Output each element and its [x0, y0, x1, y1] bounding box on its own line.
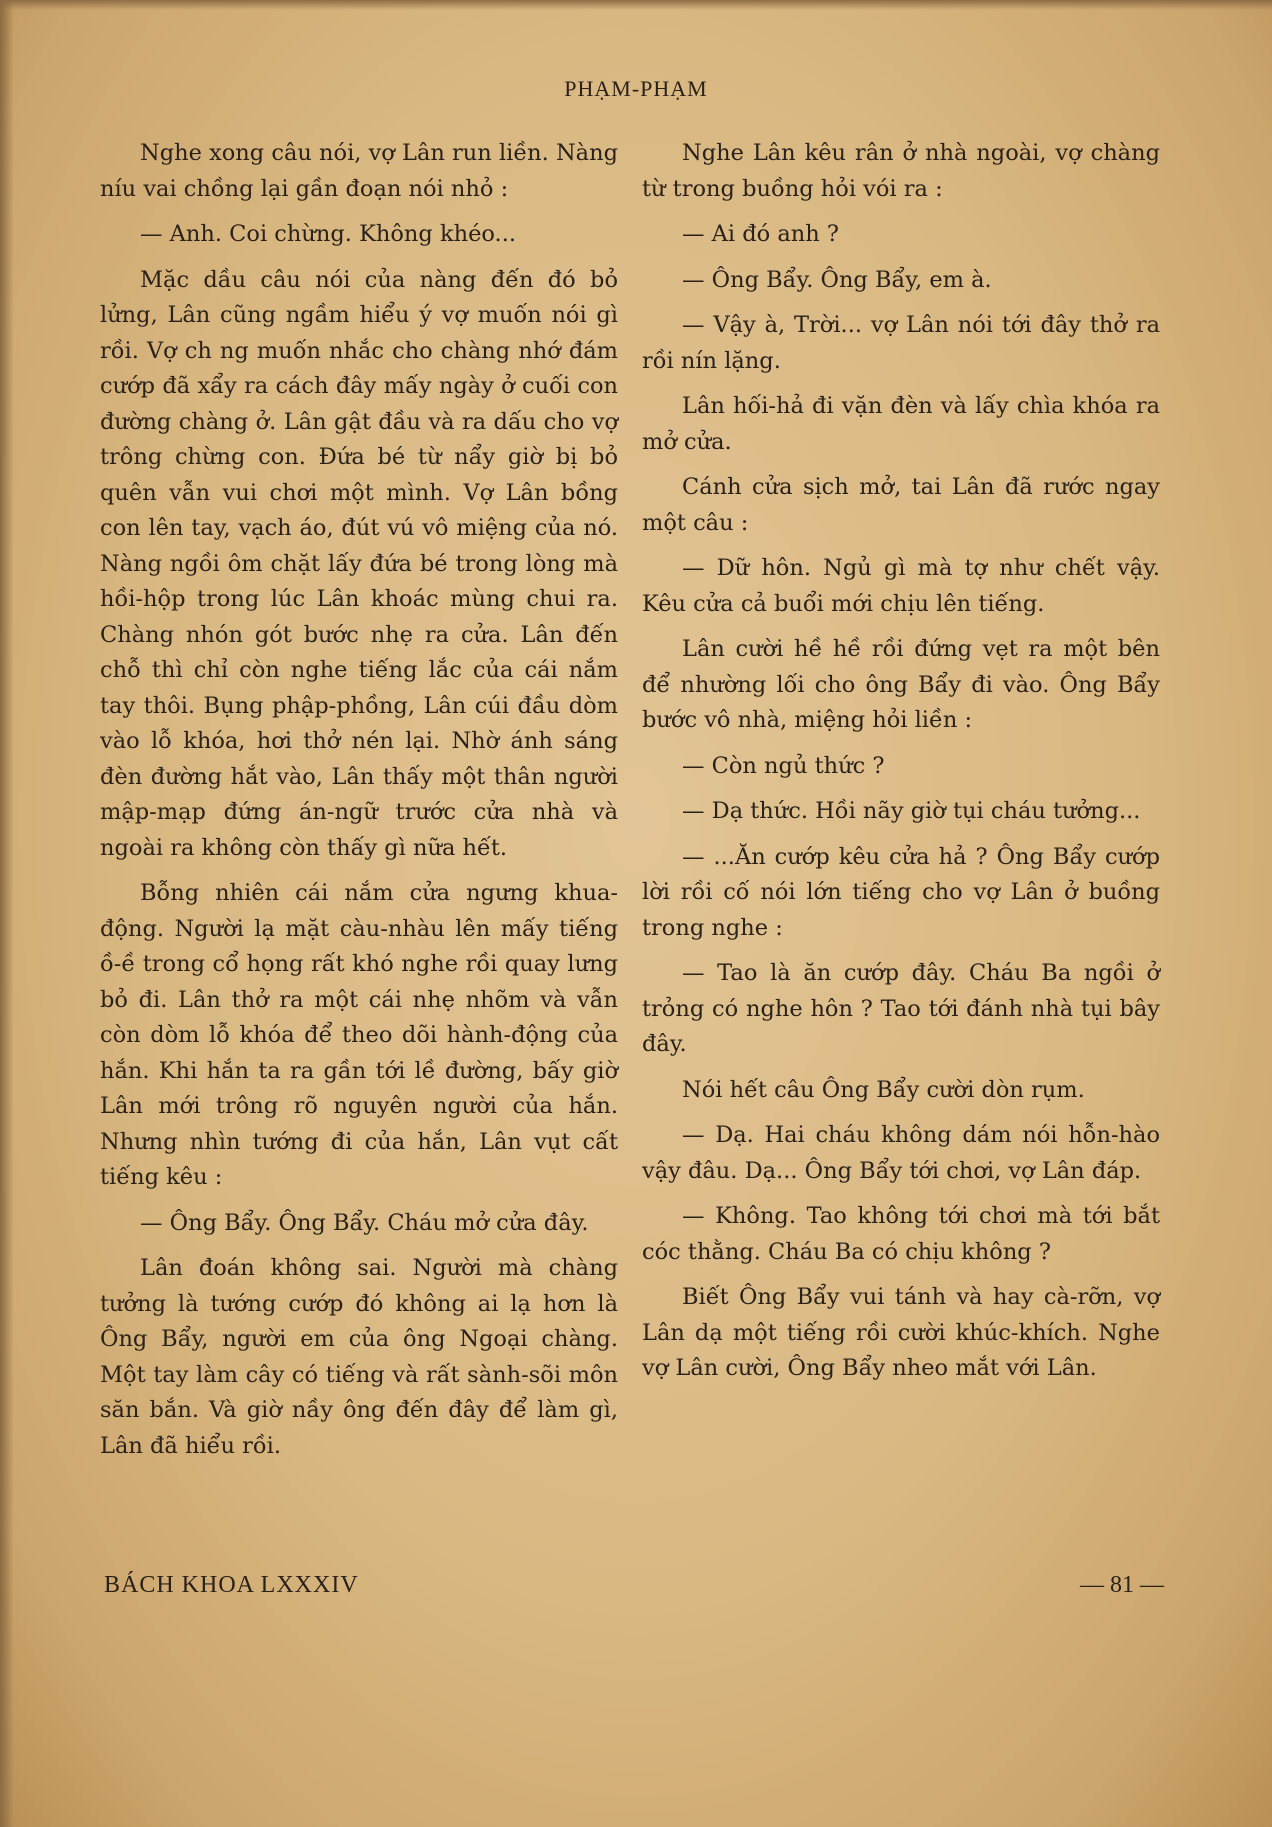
paragraph: Lân hối-hả đi vặn đèn và lấy chìa khóa ra mở cửa. [642, 393, 1160, 455]
paragraph: — Vậy à, Trời... vợ Lân nói tới đây thở ra rồi nín lặng. [642, 312, 1160, 374]
publication-footer: BÁCH KHOA LXXXIV [104, 1572, 359, 1598]
paragraph: Nói hết câu Ông Bẩy cười dòn rụm. [682, 1076, 1085, 1103]
paragraph: — Dạ thức. Hồi nãy giờ tụi cháu tưởng... [682, 798, 1141, 824]
paragraph: Mặc dầu câu nói của nàng đến đó bỏ lửng, Lân cũng ngầm hiểu ý vợ muốn nói gì rồi. Vợ ch ng muốn nhắc cho chàng nhớ đám cướp đã xẩy ra cách đây mấy ngày ở cuối con đường chàng ở. Lân gật đầu và ra dấu cho vợ trông chừng con. Đứa bé từ nẩy giờ bị bỏ quên vẫn vui chơi một mình. Vợ Lân bồng con lên tay, vạch áo, đút vú vô miệng của nó. Nàng ngồi ôm chặt lấy đứa bé trong lòng mà hồi-hộp trong lúc Lân khoác mùng chui ra. Chàng nhón gót bước nhẹ ra cửa. Lân đến chỗ thì chỉ còn nghe tiếng lắc của cái nắm tay thôi. Bụng phập-phồng, Lân cúi đầu dòm vào lỗ khóa, hơi thở nén lại. Nhờ ánh sáng đèn đường hắt vào, Lân thấy một thân người mập-mạp đứng án-ngữ trước cửa nhà và ngoài ra không còn thấy gì nữa hết. [100, 266, 618, 861]
paper-left-edge [0, 0, 14, 1827]
left-column [100, 136, 618, 1474]
running-head: PHẠM-PHẠM [564, 76, 708, 101]
paragraph: — Dạ. Hai cháu không dám nói hỗn-hào vậy đâu. Dạ... Ông Bẩy tới chơi, vợ Lân đáp. [642, 1122, 1160, 1184]
paragraph: — Ông Bẩy. Ông Bẩy, em à. [682, 266, 992, 293]
paragraph: — Ai đó anh ? [682, 221, 839, 247]
paragraph: Biết Ông Bẩy vui tánh và hay cà-rỡn, vợ Lân dạ một tiếng rồi cười khúc-khích. Nghe vợ Lân cười, Ông Bẩy nheo mắt với Lân. [642, 1284, 1160, 1381]
paragraph: Nghe xong câu nói, vợ Lân run liền. Nàng níu vai chồng lại gần đoạn nói nhỏ : [100, 140, 618, 202]
right-column [642, 136, 1160, 1397]
paragraph: — Không. Tao không tới chơi mà tới bắt cóc thằng. Cháu Ba có chịu không ? [642, 1203, 1160, 1265]
paragraph: Bỗng nhiên cái nắm cửa ngưng khua-động. Người lạ mặt càu-nhàu lên mấy tiếng ồ-ề trong cổ họng rất khó nghe rồi quay lưng bỏ đi. Lân thở ra một cái nhẹ nhõm và vẫn còn dòm lỗ khóa để theo dõi hành-động của hắn. Khi hắn ta ra gần tới lề đường, bấy giờ Lân mới trông rõ nguyên người của hắn. Nhưng nhìn tướng đi của hắn, Lân vụt cất tiếng kêu : [100, 880, 618, 1190]
paragraph: — Anh. Coi chừng. Không khéo... [140, 221, 517, 247]
paragraph: — Còn ngủ thức ? [682, 752, 885, 779]
paragraph: — Tao là ăn cướp đây. Cháu Ba ngồi ở trỏng có nghe hôn ? Tao tới đánh nhà tụi bây đây. [642, 960, 1160, 1057]
paragraph: Lân cười hề hề rồi đứng vẹt ra một bên để nhường lối cho ông Bẩy đi vào. Ông Bẩy bước vô nhà, miệng hỏi liền : [642, 636, 1160, 733]
paragraph: Lân đoán không sai. Người mà chàng tưởng là tướng cướp đó không ai lạ hơn là Ông Bẩy, người em của ông Ngoại chàng. Một tay làm cây có tiếng và rất sành-sõi môn săn bắn. Và giờ nầy ông đến đây để làm gì, Lân đã hiểu rồi. [100, 1255, 618, 1459]
paragraph: Nghe Lân kêu rân ở nhà ngoài, vợ chàng từ trong buồng hỏi vói ra : [642, 140, 1160, 202]
paragraph: — Dữ hôn. Ngủ gì mà tợ như chết vậy. Kêu cửa cả buổi mới chịu lên tiếng. [642, 555, 1160, 617]
paragraph: — Ông Bẩy. Ông Bẩy. Cháu mở cửa đây. [140, 1209, 589, 1236]
paragraph: Cánh cửa sịch mở, tai Lân đã rước ngay một câu : [642, 474, 1160, 536]
paragraph: — ...Ăn cướp kêu cửa hả ? Ông Bẩy cướp lời rồi cố nói lớn tiếng cho vợ Lân ở buồng trong nghe : [642, 843, 1160, 941]
page-number: — 81 — [1080, 1572, 1164, 1598]
paper-top-edge [0, 0, 1272, 10]
